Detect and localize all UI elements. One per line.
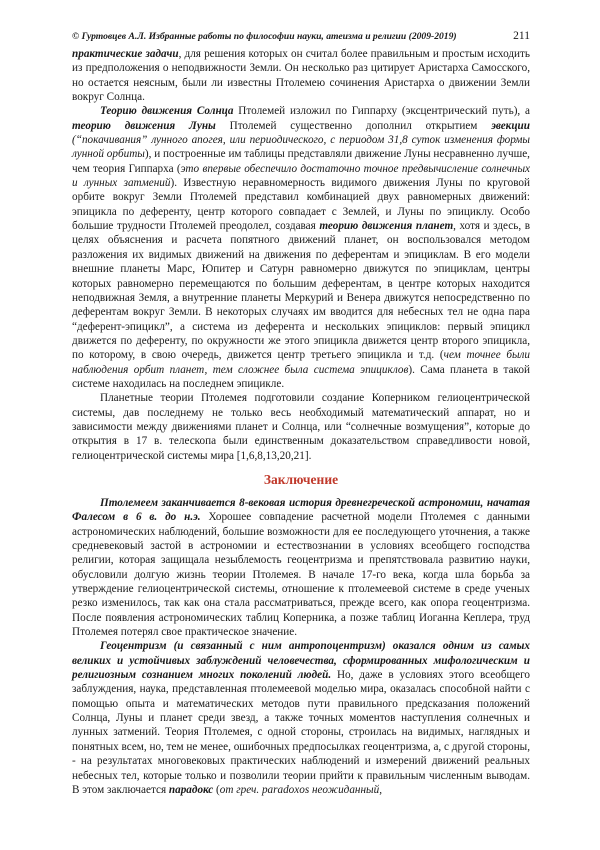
emphasis: теорию движения планет xyxy=(319,220,454,233)
italic-run: от греч. paradoxos неожиданный, xyxy=(219,783,382,796)
emphasis: Геоцентризм (и связанный с ним антропоцентризм) оказался одним из самых великих и устойчивых заблуждений человечества, сформированных мифологическим и религиозным сознанием многих поколений людей. xyxy=(72,640,530,682)
emphasis: практические задачи xyxy=(72,48,179,60)
header-title: © Гуртовцев А.Л. Избранные работы по философии науки, атеизма и религии (2009-2019) xyxy=(72,31,457,42)
emphasis: теорию движения Луны xyxy=(72,119,216,132)
text-run: Птолемей существенно дополнил открытием xyxy=(215,119,492,132)
paragraph xyxy=(72,47,530,104)
page-number: 211 xyxy=(513,30,530,42)
text-run: , для решения которых он считал более правильным и простым исходить из предположения о неподвижности Земли. Он несколько раз цитирует Аристарха Самосского, но остается неясным, были ли известны Птолемею сочинения Аристарха о движении Земли вокруг Солнца. xyxy=(72,48,531,104)
emphasis: Теорию движения Солнца xyxy=(100,105,234,118)
paragraph xyxy=(72,104,530,391)
text-run: , хотя и здесь, в целях объяснения и расчета попятного движений планет, он воспользовался методом разложения их видимых движений на движения по деферентам и эпициклам. В его модели внешние планеты Марс, Юпитер и Сатурн равномерно движутся по эпициклам, центры которых равномерно перемещаются по большим деферентам, в центре которых находится неподвижная Земля, а внутренние планеты Меркурий и Венера движутся непосредственно по деферентам вокруг Земли. В некоторых случаях им вводится для небесных тел не одна пара “деферент-эпицикл”, а система из деферента и нескольких эпициклов: первый эпицикл движется по деференту, по окружности же этого эпицикла движется центр второго эпицикла, по которому, в свою очередь, движется центр третьего эпицикла и т.д. ( xyxy=(72,220,530,362)
text-run: Но, даже в условиях этого всеобщего заблуждения, наука, представленная птолемеевой моделью мира, оказалась способной найти с помощью опыта и математических методов пути правильного предсказания положений Солнца, Луны и планет среди звезд, а также точных моментов наступления солнечных и лунных затмений. Теория Птолемея, с одной стороны, строилась на видимых, наглядных и понятных всем, но, тем не менее, ошибочных предпосылках геоцентризма, а, с другой стороны, - на результатах многовековых практических наблюдений и измерений движений реальных небесных тел, которые только и позволили теории прийти к правильным численным выводам. В этом заключается xyxy=(72,669,531,796)
italic-run: чем точнее были наблюдения орбит планет, тем сложнее была система эпициклов xyxy=(72,349,530,376)
text-run: Планетные теории Птолемея подготовили создание Коперником гелиоцентрической системы, дав последнему не только весь необходимый математический аппарат, но и зависимости между движениями планет и Солнца, или “солнечные возмущения”, которые до открытия в 17 в. телескопа были единственным доказательством справедливости новой, гелиоцентрической системы мира [1,6,8,13,20,21]. xyxy=(72,392,530,462)
text-run: Хорошее совпадение расчетной модели Птолемея с данными астрономических наблюдений, большие возможности для ее последующего уточнения, а также средневековый застой в астрономии и естествознании в условиях всеобщего господства религии, которая защищала незыблемость геоцентризма и препятствовала развитию науки, обусловили долгую жизнь теории Птолемея. В начале 17-го века, когда шла борьба за утверждение гелиоцентрической системы, отношение к птолемеевой системе в среде ученых резко изменилось, так как она стала рассматриваться, прежде всего, как опора геоцентризма. После появления астрономических таблиц Коперника, а позже таблиц Иоганна Кеплера, труд Птолемея потерял свое практическое значение. xyxy=(72,511,530,639)
text-run: ), и построенные им таблицы представляли движение Луны несравненно лучше, чем теория Гиппарха ( xyxy=(72,148,530,175)
text-run: ). Сама планета в такой системе находилась на последнем эпицикле. xyxy=(72,363,530,390)
emphasis: парадокс xyxy=(168,783,214,796)
paragraph xyxy=(72,496,530,639)
running-header xyxy=(72,30,530,43)
paragraph xyxy=(72,639,530,797)
italic-run: это впервые обеспечило достаточно точное предвычисление солнечных и лунных затмений xyxy=(72,162,530,190)
text-run: ). Известную неравномерность видимого движения Луны по круговой орбите вокруг Земли Птолемей представил комбинацией двух равномерных движений: эпицикла по деференту, центр которого совпадает с Землей, и Луны по эпициклу. Особо большие трудности Птолемей преодолел, создавая xyxy=(72,177,530,233)
text-run: ( xyxy=(213,783,220,796)
italic-run: (“покачивания” лунного апогея, или периодического, с периодом 31,8 суток изменения формы лунной орбиты xyxy=(72,134,530,161)
document-page xyxy=(72,30,530,797)
text-run: Птолемей изложил по Гиппарху (эксцентрический путь), а xyxy=(233,105,530,118)
emphasis: эвекции xyxy=(491,119,530,132)
paragraph xyxy=(72,391,530,463)
section-title: Заключение xyxy=(263,471,339,487)
emphasis: Птолемеем заканчивается 8-вековая история древнегреческой астрономии, начатая Фалесом в 6 в. до н.э. xyxy=(72,496,530,524)
